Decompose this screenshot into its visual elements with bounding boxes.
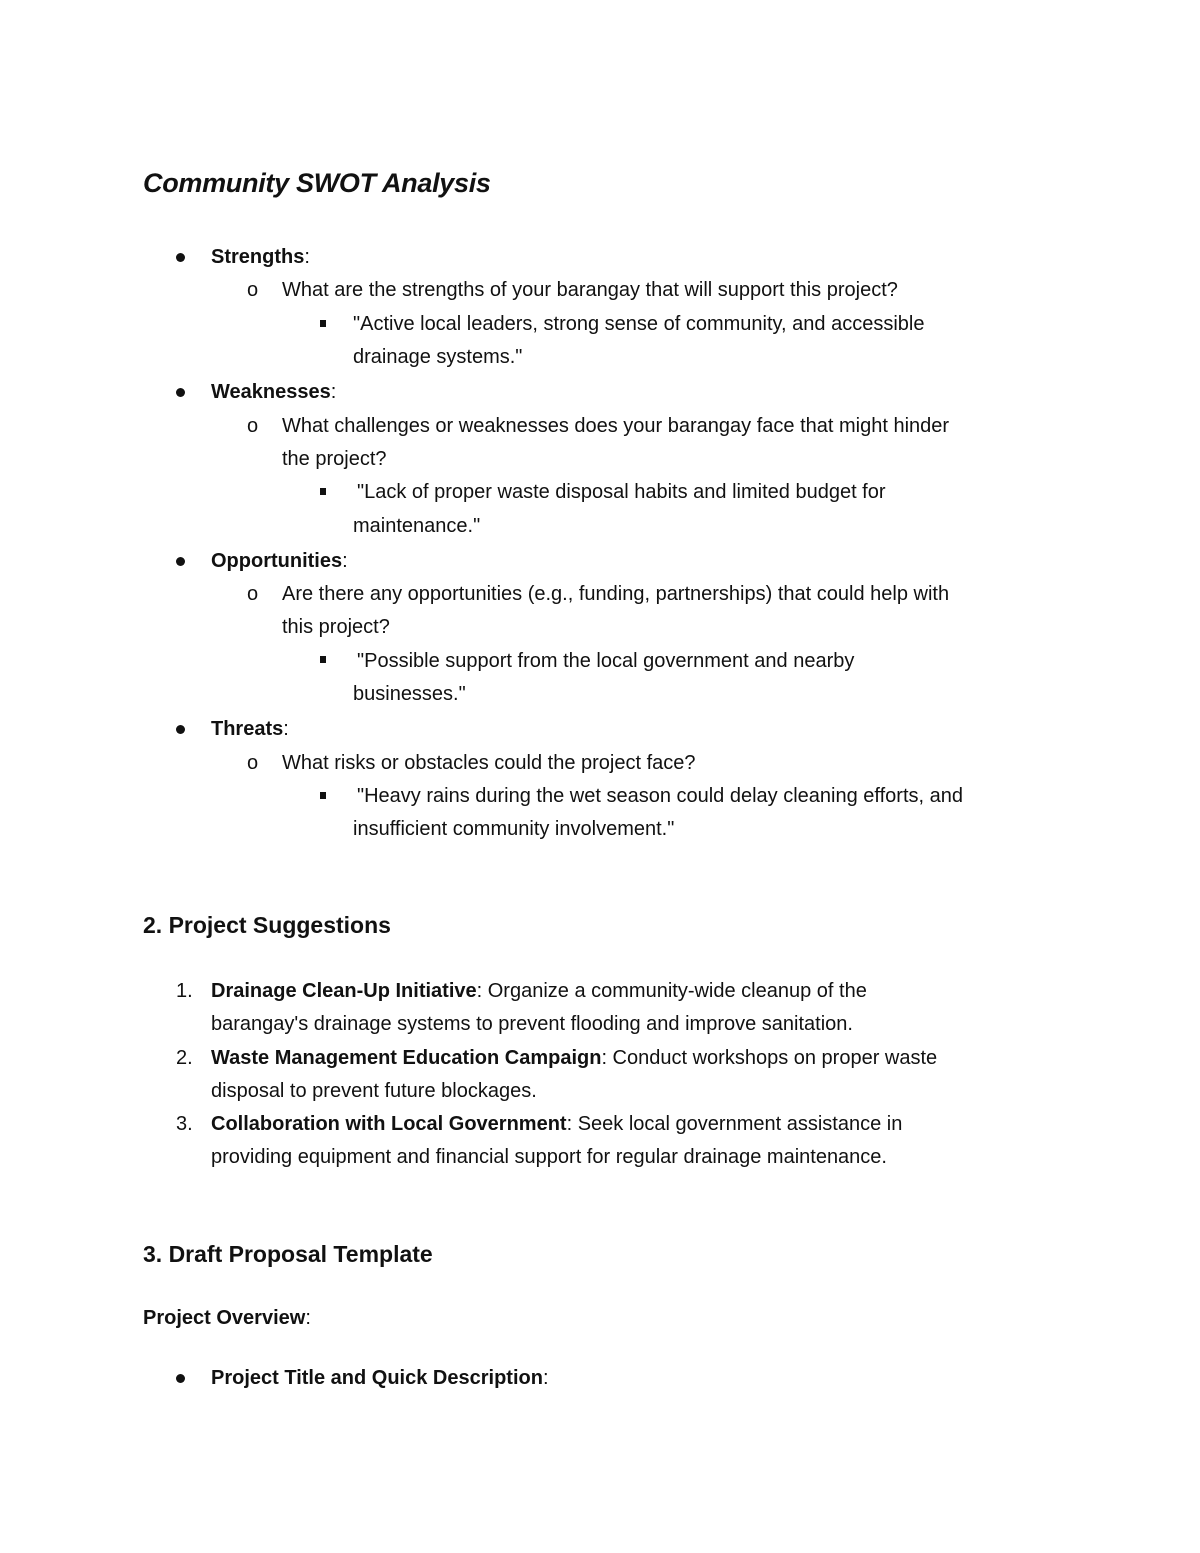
threats-label-line — [211, 713, 289, 746]
strengths-question: What are the strengths of your barangay that will support this project? — [282, 279, 898, 301]
weaknesses-answer-line2: maintenance." — [353, 515, 481, 537]
list-number: 2. — [176, 1047, 193, 1069]
strengths-label-line — [211, 241, 310, 274]
suggestion-3-desc: : Seek local government assistance in — [566, 1113, 903, 1135]
square-bullet — [320, 656, 326, 663]
bullet-disc — [176, 557, 185, 566]
opportunities-label: Opportunities — [211, 550, 343, 572]
strengths-answer-line2: drainage systems." — [353, 346, 523, 368]
bullet-disc — [176, 725, 185, 734]
strengths-label: Strengths — [211, 246, 305, 268]
suggestion-3-line1 — [211, 1108, 902, 1141]
opportunities-answer-line2: businesses." — [353, 683, 466, 705]
circle-bullet: o — [247, 752, 259, 774]
opportunities-question-line1: Are there any opportunities (e.g., funding, partnerships) that could help with — [282, 583, 950, 605]
project-suggestions-heading: 2. Project Suggestions — [143, 912, 391, 938]
colon: : — [542, 1367, 549, 1389]
suggestion-1-desc: : Organize a community-wide cleanup of the — [476, 980, 867, 1002]
list-number: 1. — [176, 980, 193, 1002]
suggestion-1-line1 — [211, 975, 867, 1008]
suggestion-2-line1 — [211, 1042, 937, 1075]
threats-question: What risks or obstacles could the project face? — [282, 752, 696, 774]
project-title-item-label: Project Title and Quick Description — [211, 1367, 543, 1389]
weaknesses-answer-line1: "Lack of proper waste disposal habits and limited budget for — [357, 481, 886, 503]
suggestion-1-line2: barangay's drainage systems to prevent flooding and improve sanitation. — [211, 1013, 853, 1035]
threats-label: Threats — [211, 718, 284, 740]
colon: : — [305, 1307, 311, 1329]
suggestion-1-title: Drainage Clean-Up Initiative — [211, 980, 477, 1002]
strengths-answer-line1: "Active local leaders, strong sense of community, and accessible — [353, 313, 925, 335]
colon: : — [304, 246, 310, 268]
project-title-item-line — [211, 1362, 549, 1395]
page-title: Community SWOT Analysis — [143, 168, 491, 198]
square-bullet — [320, 792, 326, 799]
project-overview-line — [143, 1302, 311, 1335]
circle-bullet: o — [247, 279, 259, 301]
weaknesses-question-line1: What challenges or weaknesses does your barangay face that might hinder — [282, 415, 950, 437]
suggestion-2-desc: : Conduct workshops on proper waste — [601, 1047, 938, 1069]
threats-answer-line1: "Heavy rains during the wet season could delay cleaning efforts, and — [357, 785, 963, 807]
colon: : — [330, 381, 337, 403]
draft-proposal-heading: 3. Draft Proposal Template — [143, 1241, 433, 1267]
threats-answer-line2: insufficient community involvement." — [353, 818, 675, 840]
suggestion-3-line2: providing equipment and financial support for regular drainage maintenance. — [211, 1146, 887, 1168]
suggestion-3-title: Collaboration with Local Government — [211, 1113, 567, 1135]
circle-bullet: o — [247, 415, 259, 437]
opportunities-question-line2: this project? — [282, 616, 390, 638]
weaknesses-label: Weaknesses — [211, 381, 331, 403]
weaknesses-question-line2: the project? — [282, 448, 387, 470]
list-number: 3. — [176, 1113, 193, 1135]
opportunities-label-line — [211, 545, 348, 578]
bullet-disc — [176, 388, 185, 397]
bullet-disc — [176, 1374, 185, 1383]
suggestion-2-title: Waste Management Education Campaign — [211, 1047, 602, 1069]
square-bullet — [320, 320, 326, 327]
colon: : — [342, 550, 348, 572]
bullet-disc — [176, 253, 185, 262]
suggestion-2-line2: disposal to prevent future blockages. — [211, 1080, 537, 1102]
circle-bullet: o — [247, 583, 259, 605]
weaknesses-label-line — [211, 376, 336, 409]
colon: : — [283, 718, 289, 740]
project-overview-label: Project Overview — [143, 1307, 306, 1329]
square-bullet — [320, 488, 326, 495]
opportunities-answer-line1: "Possible support from the local government and nearby — [357, 650, 855, 672]
